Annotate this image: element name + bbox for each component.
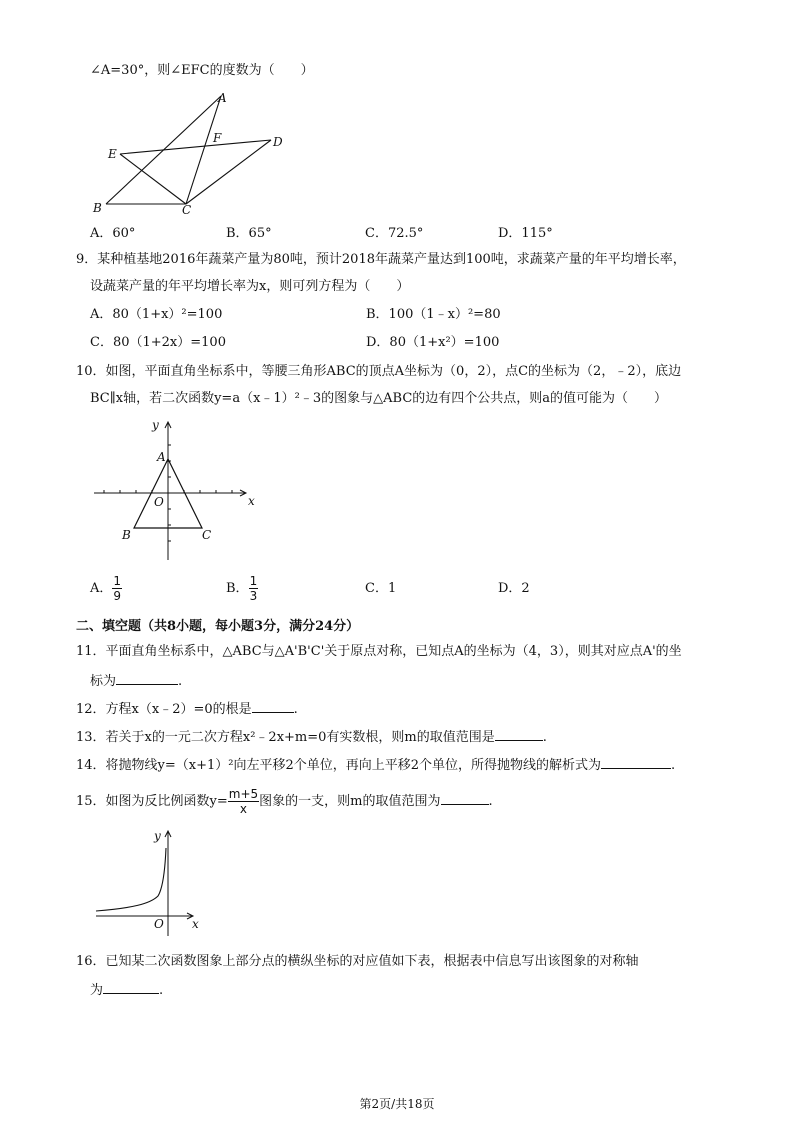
q8-line-CD — [186, 140, 271, 204]
q13: 13．若关于x的一元二次方程x²﹣2x+m=0有实数根，则m的取值范围是 . — [76, 727, 547, 747]
q12-answer-blank[interactable] — [252, 699, 294, 713]
q10-option-b-numerator: 1 — [249, 574, 258, 588]
q16-line2-text: 为 — [90, 983, 104, 998]
q8-option-a: A．60° — [90, 226, 136, 241]
q10-line2: BC∥x轴，若二次函数y=a（x﹣1）²﹣3的图象与△ABC的边有四个公共点，则a的值可能为（ ） — [90, 391, 668, 406]
q15-label-O: O — [154, 917, 164, 931]
q11-line1: 11．平面直角坐标系中，△ABC与△A'B'C'关于原点对称，已知点A的坐标为（4，3），则其对应点A'的坐 — [76, 644, 682, 659]
q10-option-b-fraction — [249, 574, 259, 603]
q11-line2-text: 标为 — [90, 674, 117, 689]
q16-answer-blank[interactable] — [103, 980, 159, 994]
q15-figure — [92, 826, 212, 938]
q15: 15．如图为反比例函数y= $\frac{m+5}{x}$ 图象的一支，则m的取值范围为 . — [76, 787, 493, 816]
q10-label-B: B — [122, 528, 131, 542]
q15-post: 图象的一支，则m的取值范围为 — [259, 794, 441, 809]
q8-label-F: F — [213, 131, 222, 145]
q8-stem: ∠A=30°，则∠EFC的度数为（ ） — [90, 63, 314, 78]
q16-line2: 为 . — [90, 980, 163, 1000]
q16-line1: 16．已知某二次函数图象上部分点的横纵坐标的对应值如下表，根据表中信息写出该图象的对称轴 — [76, 954, 639, 969]
q15-fraction — [228, 787, 259, 816]
q8-option-d: D．115° — [498, 226, 553, 241]
q10-option-a-label: A． — [90, 581, 113, 596]
q8-option-c: C．72.5° — [365, 226, 424, 241]
q15-hyperbola-branch — [96, 848, 166, 911]
q10-line1: 10．如图，平面直角坐标系中，等腰三角形ABC的顶点A坐标为（0，2），点C的坐标为（2，﹣2），底边 — [76, 364, 682, 379]
page-footer: 第2页/共18页 — [359, 1097, 435, 1111]
q8-label-C: C — [182, 203, 192, 217]
q10-option-a-numerator: 1 — [113, 574, 122, 588]
q8-line-EC — [120, 154, 186, 204]
q8-line-ED — [120, 140, 271, 154]
q10-option-d: D．2 — [498, 581, 530, 596]
q10-label-x: x — [248, 494, 255, 508]
q10-option-b-label: B． — [226, 581, 249, 596]
q10-option-b-denominator: 3 — [249, 589, 258, 603]
q10-option-b — [226, 572, 258, 606]
q15-answer-blank[interactable] — [441, 791, 489, 805]
q15-pre: 15．如图为反比例函数y= — [76, 794, 228, 809]
q9-option-a: A．80（1+x）²=100 — [90, 307, 223, 322]
q14: 14．将抛物线y=（x+1）²向左平移2个单位，再向上平移2个单位，所得抛物线的解析式为 . — [76, 755, 675, 775]
q15-denominator: x — [239, 802, 248, 816]
q12: 12．方程x（x﹣2）=0的根是 . — [76, 699, 298, 719]
q8-label-A: A — [218, 91, 227, 105]
q8-label-D: D — [273, 135, 283, 149]
q10-option-a-denominator: 9 — [113, 589, 122, 603]
q15-label-x: x — [192, 917, 199, 931]
q14-answer-blank[interactable] — [601, 755, 671, 769]
q12-text: 12．方程x（x﹣2）=0的根是 — [76, 702, 252, 717]
q8-option-b: B．65° — [226, 226, 272, 241]
q13-text: 13．若关于x的一元二次方程x²﹣2x+m=0有实数根，则m的取值范围是 — [76, 730, 495, 745]
q9-option-d: D．80（1+x²）=100 — [366, 335, 500, 350]
q9-line2: 设蔬菜产量的年平均增长率为x，则可列方程为（ ） — [90, 279, 410, 294]
q10-label-O: O — [154, 495, 164, 509]
q8-label-B: B — [93, 201, 102, 215]
section-2-title: 二、填空题（共8小题，每小题3分，满分24分） — [76, 619, 360, 634]
q10-figure — [90, 415, 265, 565]
q10-option-c: C．1 — [365, 581, 397, 596]
q10-option-a — [90, 572, 122, 606]
q8-label-E: E — [108, 147, 117, 161]
q14-text: 14．将抛物线y=（x+1）²向左平移2个单位，再向上平移2个单位，所得抛物线的解析式为 — [76, 758, 602, 773]
q10-label-A: A — [157, 450, 166, 464]
q9-option-b: B．100（1﹣x）²=80 — [366, 307, 501, 322]
q9-option-c: C．80（1+2x）=100 — [90, 335, 226, 350]
q8-figure — [88, 88, 298, 218]
q15-label-y: y — [154, 829, 161, 843]
q10-label-C: C — [202, 528, 212, 542]
q11-answer-blank[interactable] — [116, 671, 178, 685]
q13-answer-blank[interactable] — [495, 727, 543, 741]
q10-label-y: y — [152, 418, 159, 432]
q10-option-a-fraction — [112, 574, 122, 603]
q11-line2: 标为 . — [90, 671, 182, 691]
q15-numerator: m+5 — [228, 787, 259, 801]
q9-line1: 9．某种植基地2016年蔬菜产量为80吨，预计2018年蔬菜产量达到100吨，求蔬菜产量的年平均增长率， — [76, 252, 686, 267]
